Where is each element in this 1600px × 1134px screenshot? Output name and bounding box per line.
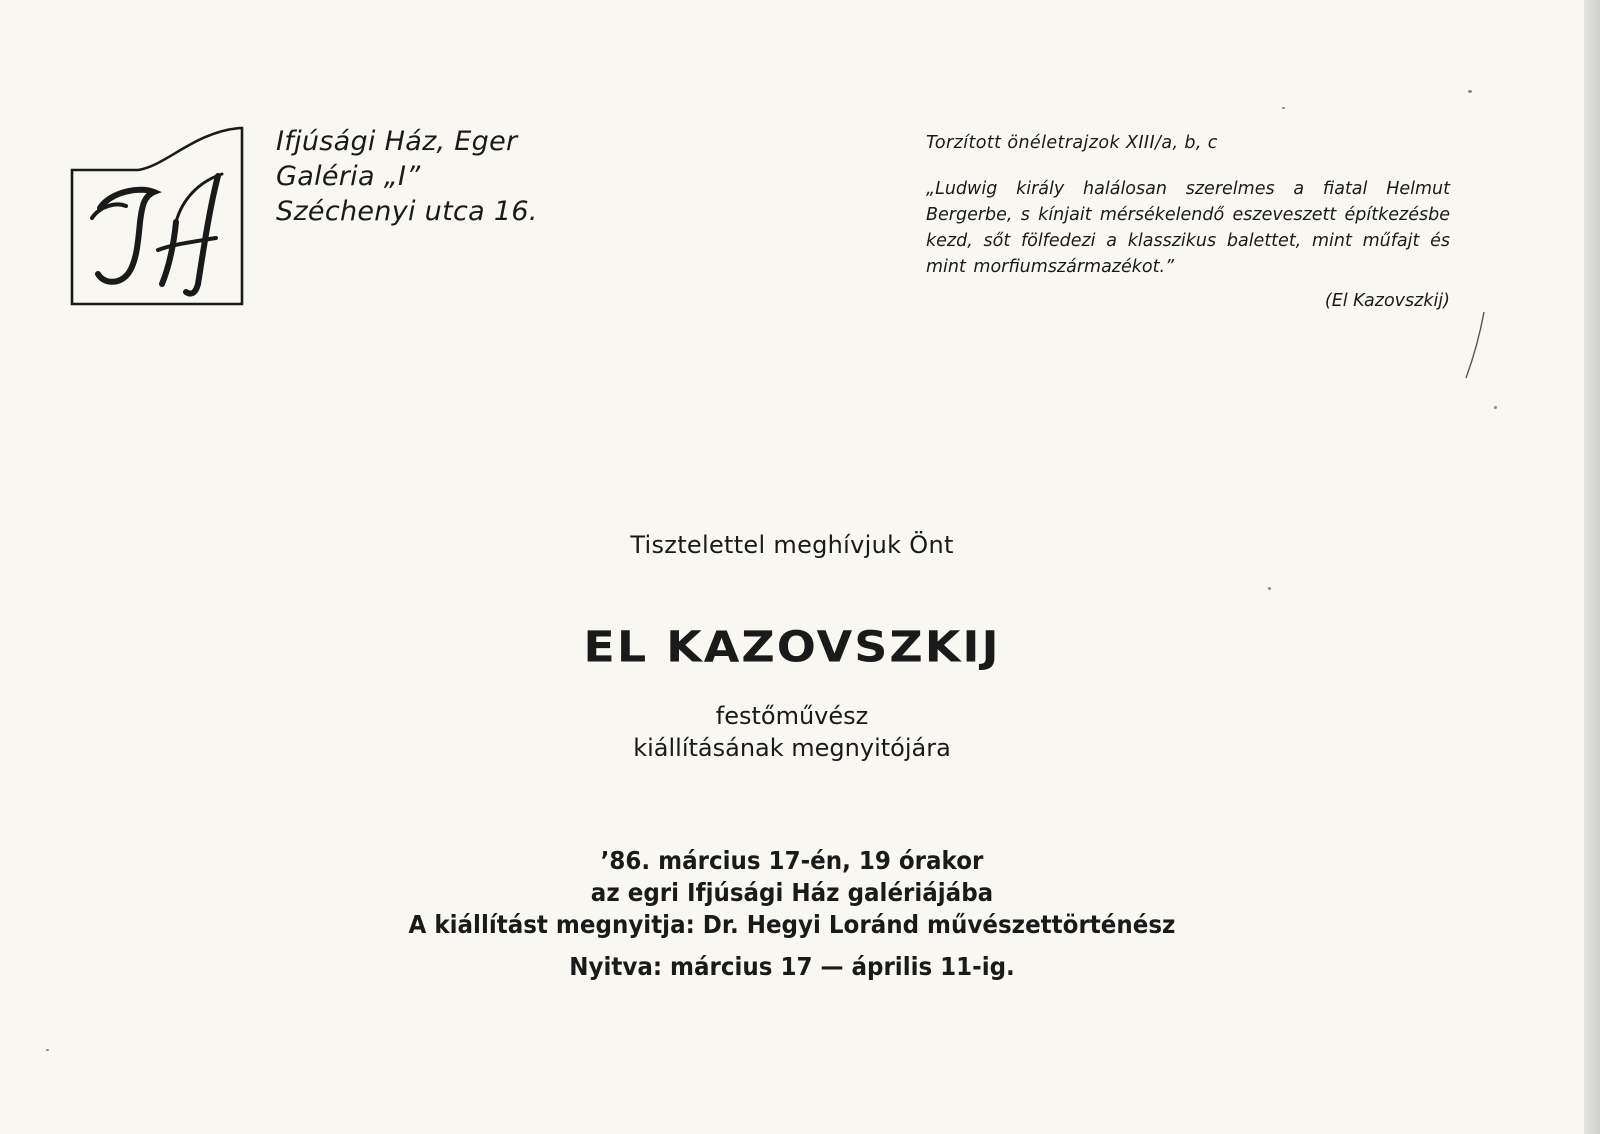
paper-speck	[1468, 90, 1472, 93]
address-line-1: Ifjúsági Ház, Eger	[276, 126, 518, 157]
opener-line: A kiállítást megnyitja: Dr. Hegyi Loránd művészettörténész	[408, 910, 1176, 939]
invitation-greeting: Tisztelettel meghívjuk Önt	[630, 531, 954, 559]
ih-monogram-logo-icon	[70, 126, 248, 310]
quote-author: (El Kazovszkij)	[1324, 291, 1450, 311]
quote-text: „Ludwig király halálosan szerelmes a fiatal Helmut Bergerbe, s kínjait mérsékelendő eszeveszett építkezésbe kezd, sőt fölfedezi a klasszikus balettet, mint műfajt és mint morfiumszármazékot.”	[926, 179, 1450, 277]
exhibition-description	[0, 700, 1584, 764]
opening-hours-line: Nyitva: március 17 — április 11-ig.	[569, 952, 1015, 981]
address-line-2: Galéria „I”	[276, 161, 421, 192]
paper-speck	[1494, 406, 1497, 409]
profession-line: festőművész	[715, 702, 869, 730]
artist-name: EL KAZOVSZKIJ	[583, 622, 1001, 672]
opening-line: kiállításának megnyitójára	[633, 734, 951, 762]
date-line: ’86. március 17-én, 19 órakor	[600, 846, 984, 875]
paper-speck	[46, 1049, 49, 1051]
venue-line: az egri Ifjúsági Ház galériájába	[590, 878, 994, 907]
address-line-3: Széchenyi utca 16.	[276, 196, 538, 227]
paper-speck	[1282, 107, 1285, 109]
svg-text:IH: IH	[70, 126, 72, 127]
pen-stroke-mark	[1462, 310, 1488, 380]
scan-edge	[1584, 0, 1600, 1134]
venue-address	[276, 124, 538, 229]
quote-title: Torzított önéletrajzok XIII/a, b, c	[926, 133, 1218, 153]
paper-speck	[1268, 587, 1271, 590]
quote-block	[926, 130, 1450, 314]
event-details	[63, 845, 1520, 983]
